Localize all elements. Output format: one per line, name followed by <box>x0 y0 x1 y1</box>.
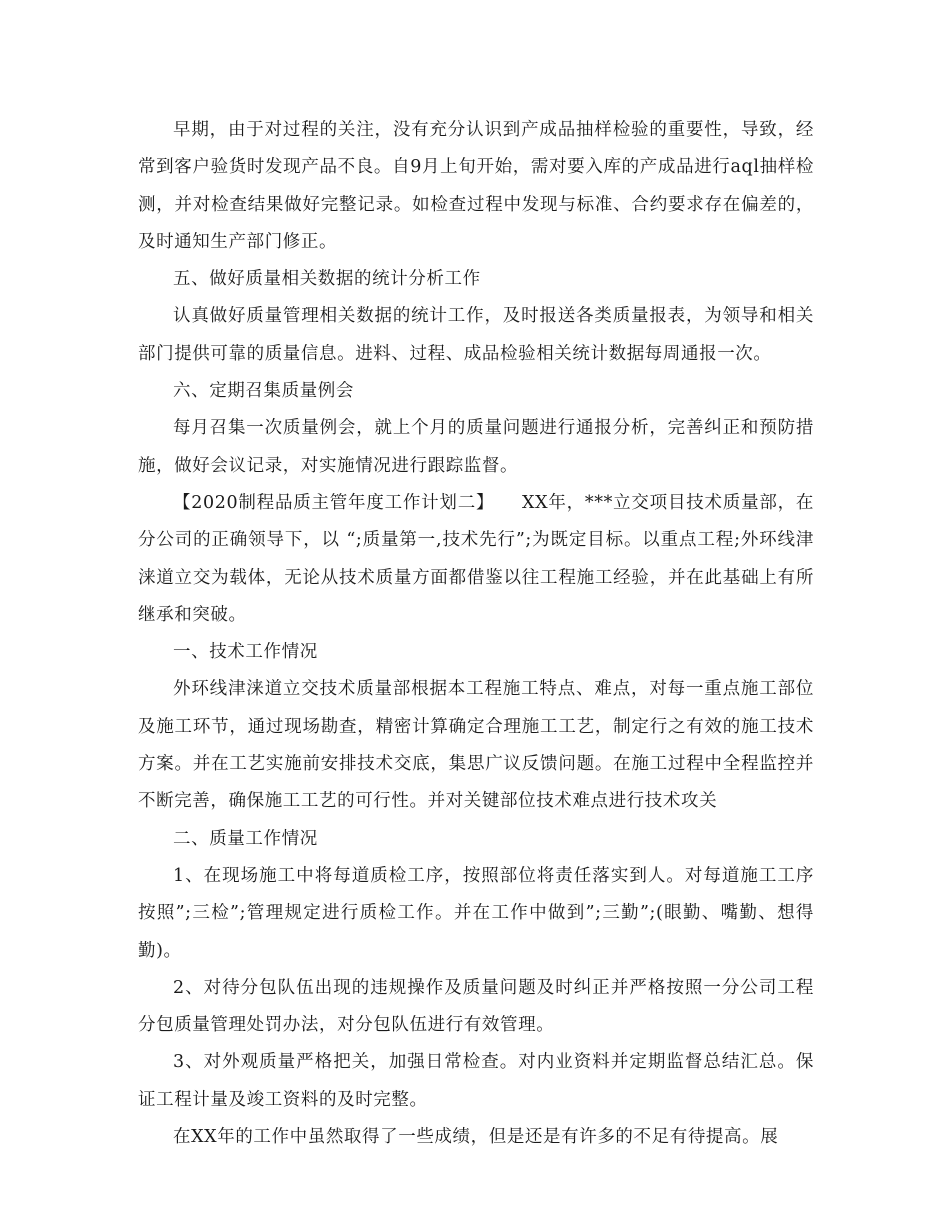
paragraph-technical-work: 外环线津涞道立交技术质量部根据本工程施工特点、难点，对每一重点施工部位及施工环节，通过现场勘查，精密计算确定合理施工工艺，制定行之有效的施工技术方案。并在工艺实施前安排技术交底，集思广议反馈问题。在施工过程中全程监控并不断完善，确保施工工艺的可行性。并对关键部位技术难点进行技术攻关 <box>138 679 814 812</box>
paragraph-quality-meeting: 每月召集一次质量例会，就上个月的质量问题进行通报分析，完善纠正和预防措施，做好会议记录，对实施情况进行跟踪监督。 <box>138 418 814 476</box>
heading-technical-work: 一、技术工作情况 <box>173 642 318 663</box>
heading-statistics-analysis: 五、做好质量相关数据的统计分析工作 <box>173 269 481 290</box>
list-item-quality-1: 1、在现场施工中将每道质检工序，按照部位将责任落实到人。对每道施工工序按照”;三检”;管理规定进行质检工作。并在工作中做到”;三勤”;(眼勤、嘴勤、想得勤)。 <box>138 865 814 961</box>
paragraph-statistics-work: 认真做好质量管理相关数据的统计工作，及时报送各类质量报表，为领导和相关部门提供可靠的质量信息。进料、过程、成品检验相关统计数据每周通报一次。 <box>138 306 814 364</box>
list-item-quality-2: 2、对待分包队伍出现的违规操作及质量问题及时纠正并严格按照一分公司工程分包质量管理处罚办法，对分包队伍进行有效管理。 <box>138 977 814 1036</box>
heading-quality-meeting: 六、定期召集质量例会 <box>173 381 354 402</box>
list-item-quality-3: 3、对外观质量严格把关，加强日常检查。对内业资料并定期监督总结汇总。保证工程计量及竣工资料的及时完整。 <box>138 1052 814 1110</box>
paragraph-conclusion: 在XX年的工作中虽然取得了一些成绩，但是还是有许多的不足有待提高。展 <box>173 1127 779 1148</box>
document-body <box>138 112 814 1156</box>
paragraph-sampling-inspection: 早期，由于对过程的关注，没有充分认识到产成品抽样检验的重要性，导致，经常到客户验货时发现产品不良。自9月上旬开始，需对要入库的产成品进行aql抽样检测，并对检查结果做好完整记录。如检查过程中发现与标准、合约要求存在偏差的，及时通知生产部门修正。 <box>138 120 814 252</box>
heading-quality-work: 二、质量工作情况 <box>173 828 318 849</box>
paragraph-plan-two-intro: 【2020制程品质主管年度工作计划二】 XX年，***立交项目技术质量部，在分公司的正确领导下，以 “;质量第一,技术先行”;为既定目标。以重点工程;外环线津涞道立交为载体，无论从技术质量方面都借鉴以往工程施工经验，并在此基础上有所继承和突破。 <box>138 492 814 625</box>
